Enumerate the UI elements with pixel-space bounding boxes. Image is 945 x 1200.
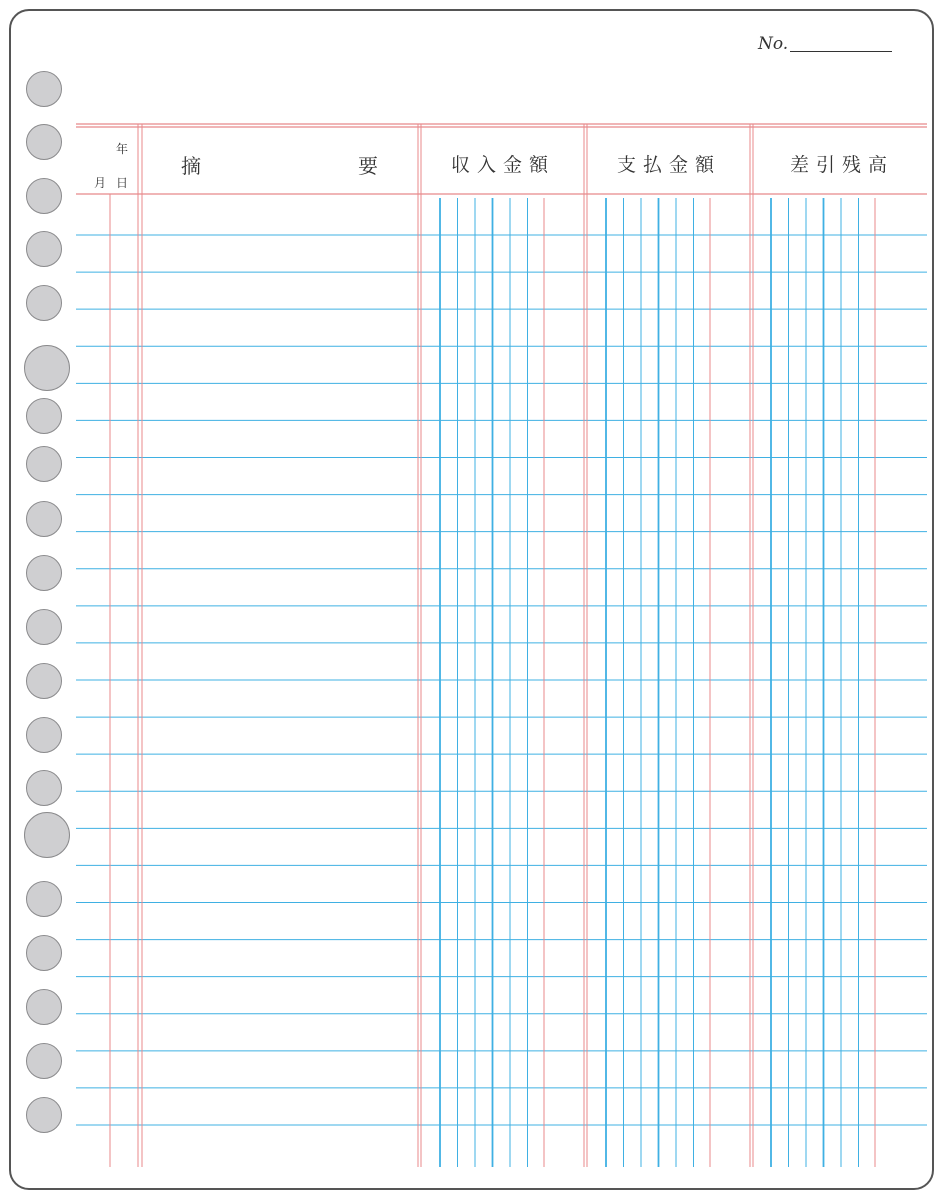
header-payment: 支払金額 [616, 154, 721, 176]
header-income: 収入金額 [450, 154, 555, 176]
header-year: 年 [116, 142, 129, 156]
header-month-day: 月日 [94, 176, 139, 190]
header-description-1: 摘 [181, 154, 201, 178]
page-number-label: No. [758, 34, 789, 54]
header-balance: 差引残高 [789, 154, 894, 176]
header-description-2: 要 [358, 154, 378, 178]
